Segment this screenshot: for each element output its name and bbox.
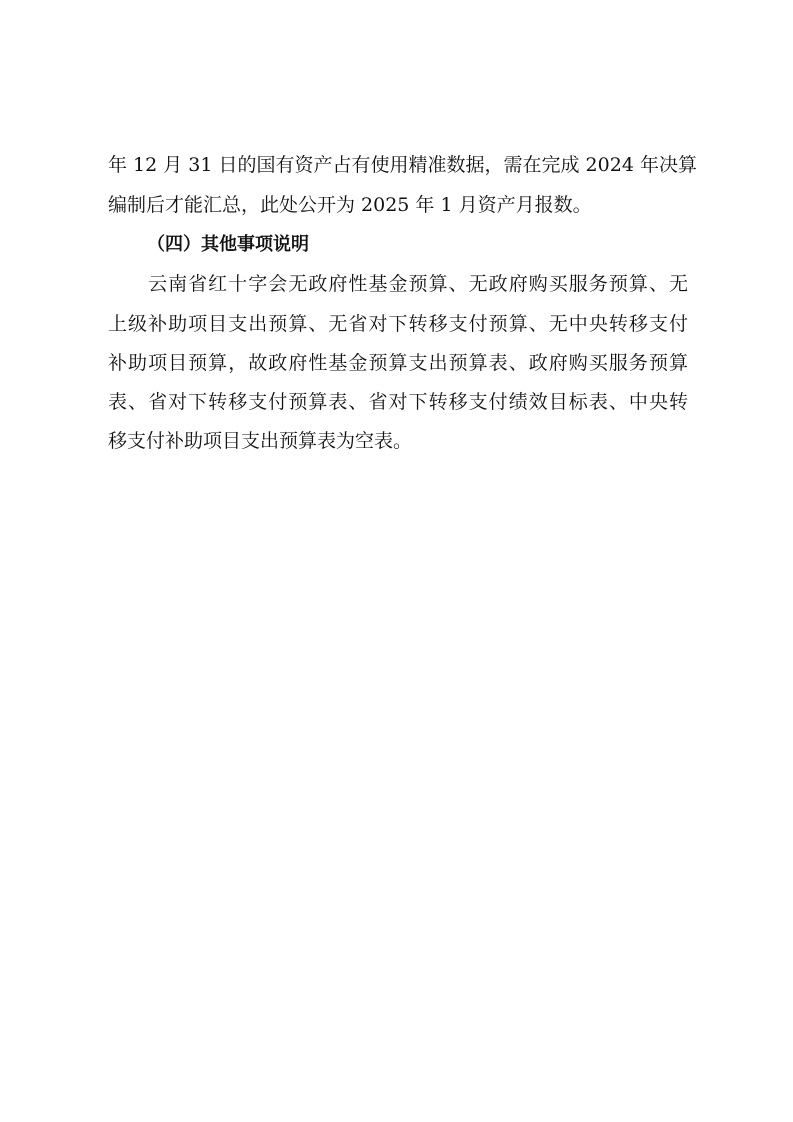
paragraph-line: 补助项目预算，故政府性基金预算支出预算表、政府购买服务预算 <box>108 352 688 374</box>
paragraph-line: 移支付补助项目支出预算表为空表。 <box>108 430 413 452</box>
paragraph-line: 编制后才能汇总，此处公开为 2025 年 1 月资产月报数。 <box>108 194 592 216</box>
paragraph-line: 表、省对下转移支付预算表、省对下转移支付绩效目标表、中央转 <box>108 391 688 413</box>
section-heading: （四）其他事项说明 <box>147 234 309 255</box>
paragraph-line: 年 12 月 31 日的国有资产占有使用精准数据，需在完成 2024 年决算 <box>108 154 697 176</box>
paragraph-line: 上级补助项目支出预算、无省对下转移支付预算、无中央转移支付 <box>108 313 688 335</box>
paragraph-line: 云南省红十字会无政府性基金预算、无政府购买服务预算、无 <box>108 273 688 295</box>
